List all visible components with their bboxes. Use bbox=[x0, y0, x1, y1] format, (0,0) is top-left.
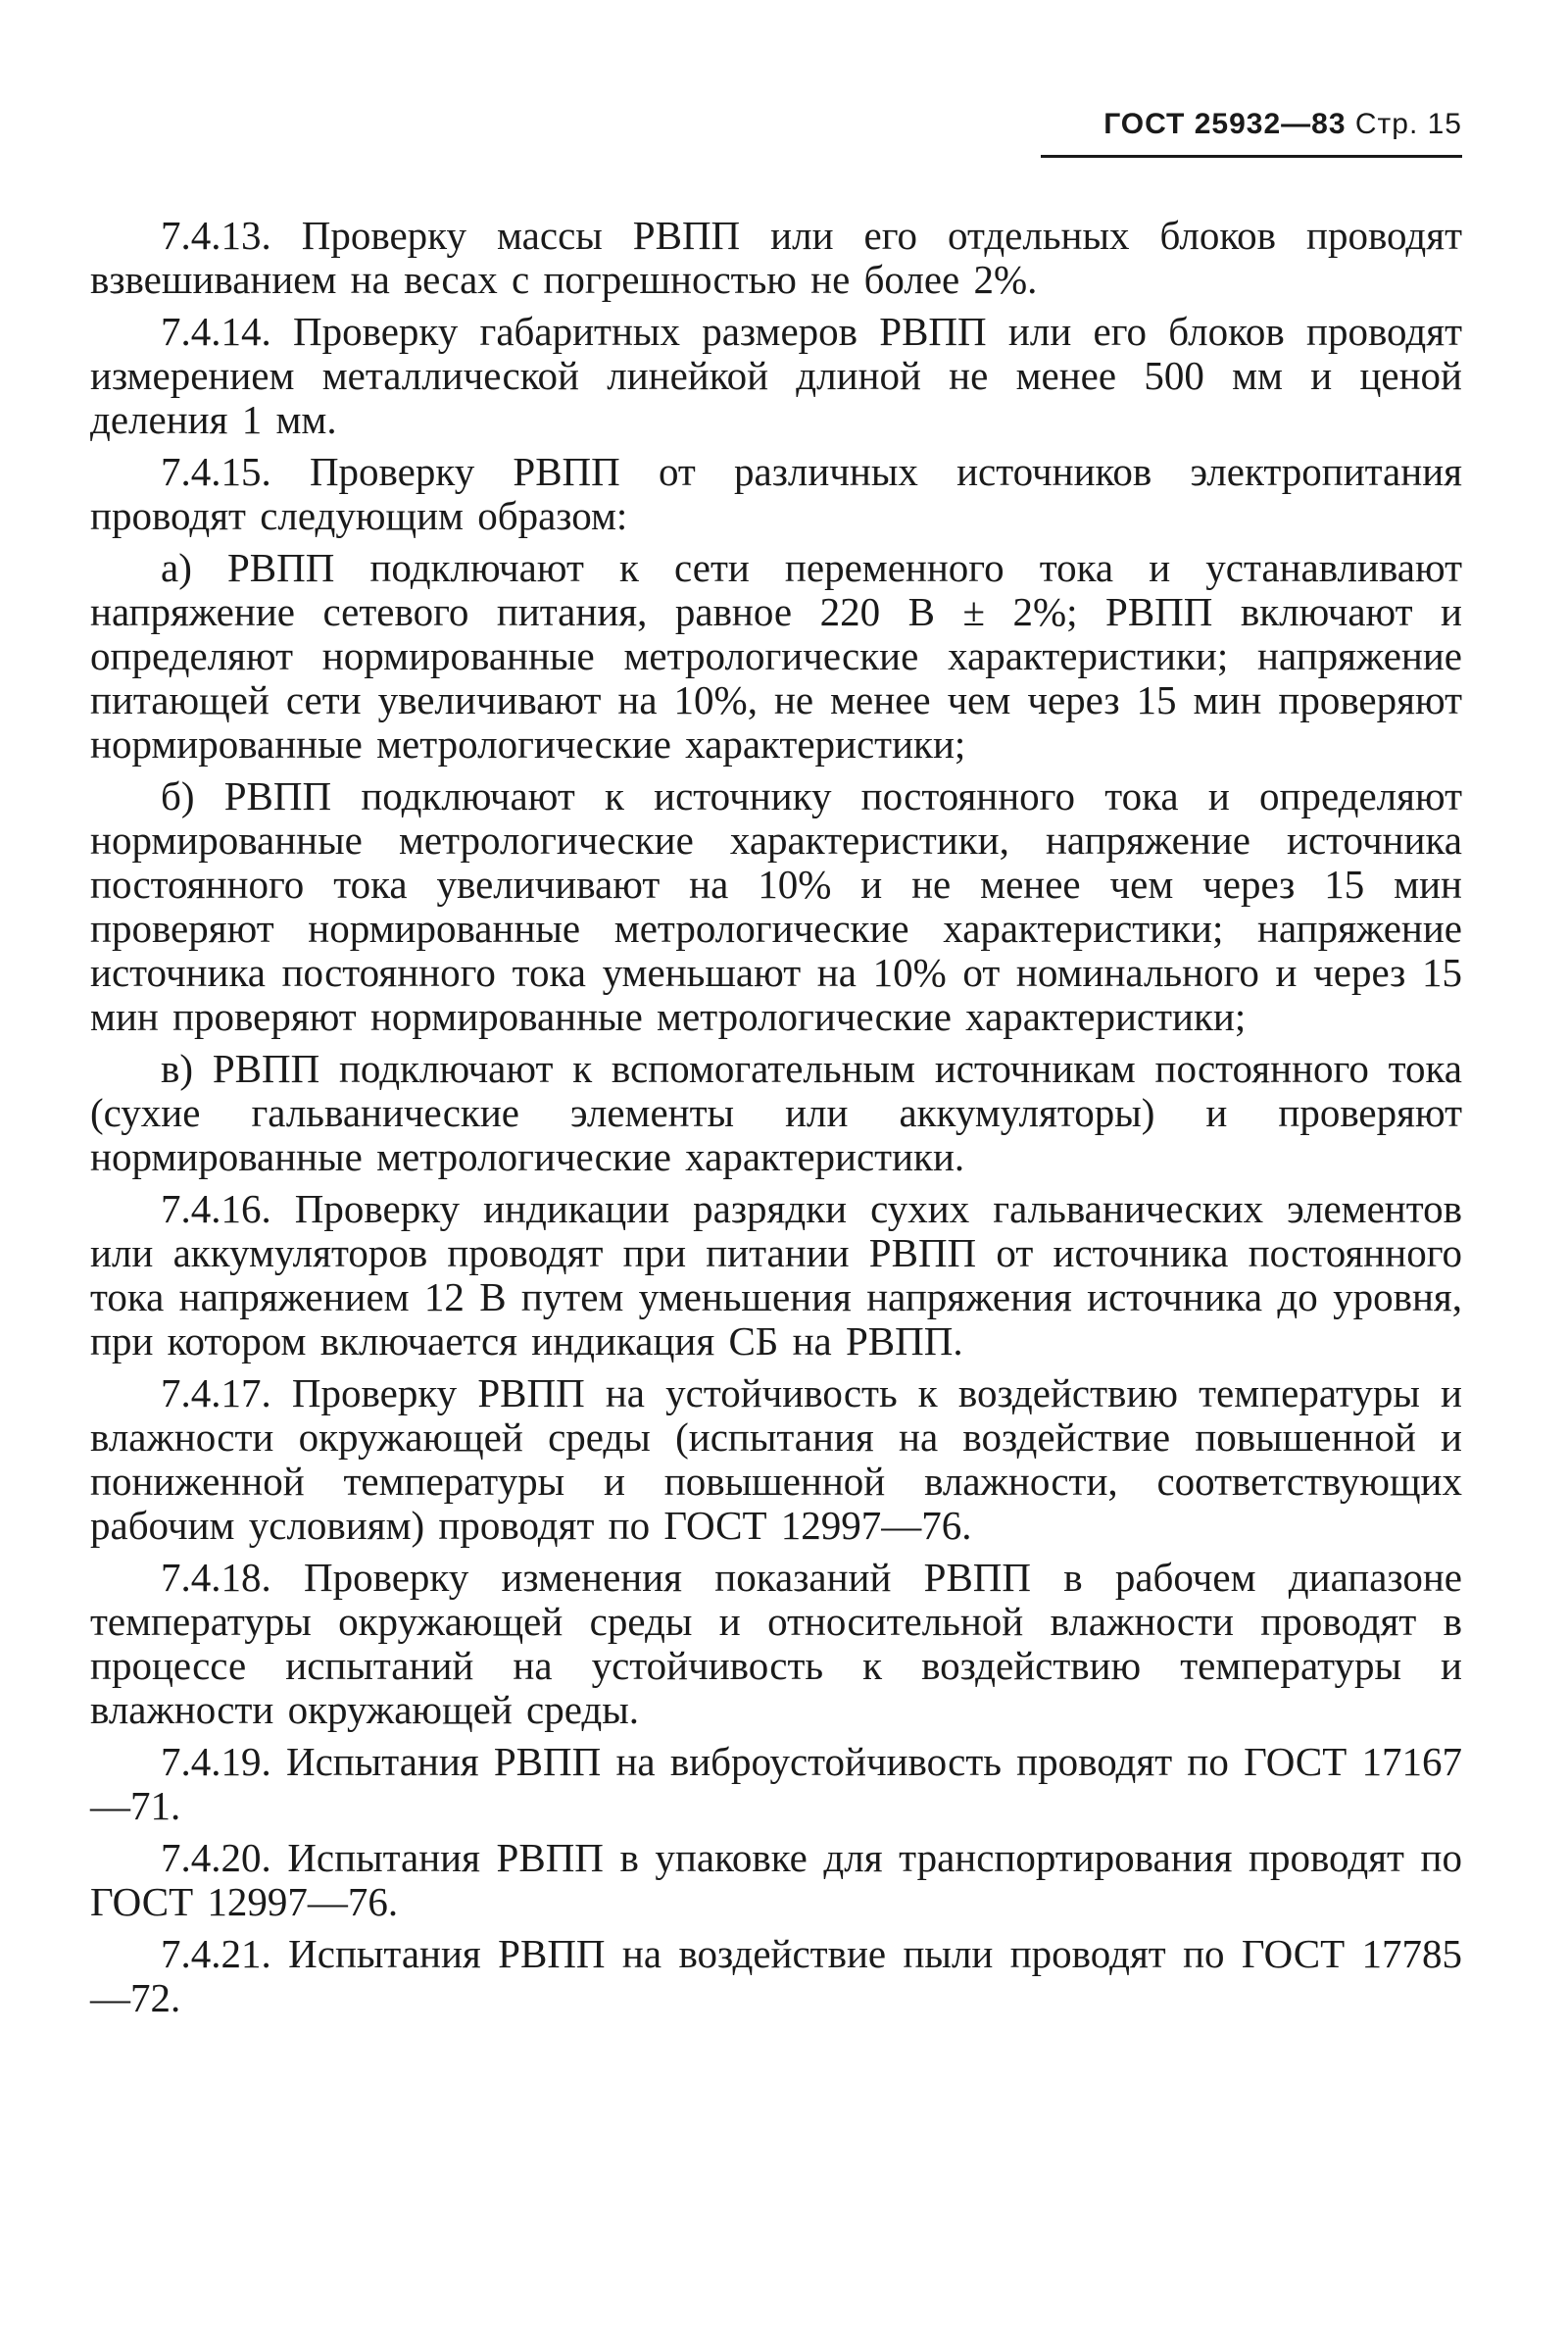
paragraph-7-4-20: 7.4.20. Испытания РВПП в упаковке для транспортирования проводят по ГОСТ 12997—76. bbox=[90, 1835, 1462, 1924]
paragraph-7-4-14: 7.4.14. Проверку габаритных размеров РВПП или его блоков проводят измерением металлической линейкой длиной не менее 500 мм и ценой деления 1 мм. bbox=[90, 309, 1462, 442]
paragraph-7-4-18: 7.4.18. Проверку изменения показаний РВПП в рабочем диапазоне температуры окружающей среды и относительной влажности проводят в процессе испытаний на устойчивость к воздействию температуры и влажности окружающей среды. bbox=[90, 1555, 1462, 1732]
paragraph-7-4-15-b: б) РВПП подключают к источнику постоянного тока и определяют нормированные метрологические характеристики, напряжение источника постоянного тока увеличивают на 10% и не менее чем через 15 мин проверяют нормированные метрологические характеристики; напряжение источника постоянного тока уменьшают на 10% от номинального и через 15 мин проверяют нормированные метрологические характеристики; bbox=[90, 773, 1462, 1039]
paragraph-7-4-21: 7.4.21. Испытания РВПП на воздействие пыли проводят по ГОСТ 17785—72. bbox=[90, 1931, 1462, 2020]
paragraph-7-4-19: 7.4.19. Испытания РВПП на виброустойчивость проводят по ГОСТ 17167—71. bbox=[90, 1739, 1462, 1828]
page-header bbox=[1041, 108, 1462, 158]
paragraph-7-4-17: 7.4.17. Проверку РВПП на устойчивость к воздействию температуры и влажности окружающей среды (испытания на воздействие повышенной и пониженной температуры и повышенной влажности, соответствующих рабочим условиям) проводят по ГОСТ 12997—76. bbox=[90, 1370, 1462, 1548]
standard-number: ГОСТ 25932—83 bbox=[1103, 108, 1347, 140]
paragraph-7-4-16: 7.4.16. Проверку индикации разрядки сухих гальванических элементов или аккумуляторов проводят при питании РВПП от источника постоянного тока напряжением 12 В путем уменьшения напряжения источника до уровня, при котором включается индикация СБ на РВПП. bbox=[90, 1186, 1462, 1364]
document-page bbox=[90, 108, 1462, 2284]
paragraph-7-4-15: 7.4.15. Проверку РВПП от различных источников электропитания проводят следующим образом: bbox=[90, 449, 1462, 538]
page-number: Стр. 15 bbox=[1354, 108, 1462, 140]
paragraph-7-4-15-v: в) РВПП подключают к вспомогательным источникам постоянного тока (сухие гальванические элементы или аккумуляторы) и проверяют нормированные метрологические характеристики. bbox=[90, 1046, 1462, 1179]
paragraph-7-4-15-a: а) РВПП подключают к сети переменного тока и устанавливают напряжение сетевого питания, равное 220 В ± 2%; РВПП включают и определяют нормированные метрологические характеристики; напряжение питающей сети увеличивают на 10%, не менее чем через 15 мин проверяют нормированные метрологические характеристики; bbox=[90, 545, 1462, 767]
document-body bbox=[90, 214, 1462, 2028]
paragraph-7-4-13: 7.4.13. Проверку массы РВПП или его отдельных блоков проводят взвешиванием на весах с погрешностью не более 2%. bbox=[90, 213, 1462, 302]
